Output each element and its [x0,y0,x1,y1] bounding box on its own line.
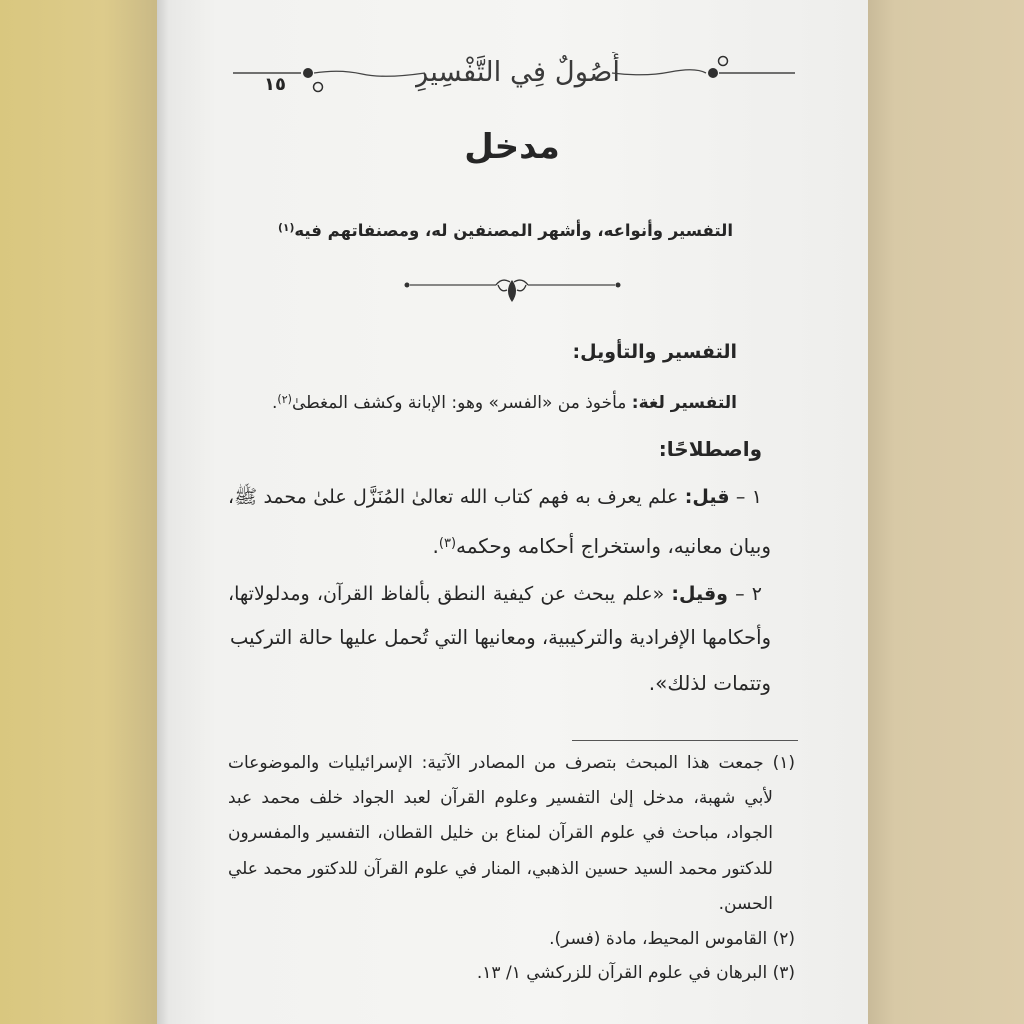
table-surface-right [866,0,1024,1024]
table-surface-left [0,0,160,1024]
footnote-1-line-2: لأبي شهبة، مدخل إلىٰ التفسير وعلوم القرآن لعبد الجواد خلف محمد عبد [228,788,773,808]
divider-end-right [616,283,621,288]
footnote-1-line-5: الحسن. [718,894,773,914]
item-2-line-1 [228,578,762,610]
header-swirl-right [612,70,706,75]
item-2-line-3: وتتمات لذلك». [648,671,771,695]
footnote-1-line-3: الجواد، مباحث في علوم القرآن لمناع بن خليل القطان، التفسير والمفسرون [228,823,773,843]
section-title-text: التفسير وأنواعه، وأشهر المصنفين له، ومصنفاتهم فيه [294,220,733,240]
item-1-text-2: وبيان معانيه، واستخراج أحكامه وحكمه [456,533,771,558]
definition-end: . [271,392,278,413]
divider-end-left [405,283,410,288]
item-2-line-2: وأحكامها الإفرادية والتركيبية، ومعانيها التي تُحمل عليها حالة التركيب [230,626,771,649]
definition-text: مأخوذ من «الفسر» وهو: الإبانة وكشف المغطىٰ [291,392,632,413]
item-1-line-2 [230,528,771,560]
header-dot-right [708,68,718,78]
divider-drop [508,280,516,302]
header-ring-left [314,83,323,92]
footnote-separator [572,740,798,741]
page-number: ١٥ [264,74,286,95]
footnote-ref-1: (١) [278,221,295,234]
divider-curl-left [496,280,510,291]
item-2-text-1: «علم يبحث عن كيفية النطق بألفاظ القرآن، ومدلولاتها، [228,583,672,605]
item-1-text-1: علم يعرف به فهم كتاب الله تعالىٰ المُنَزَّل علىٰ محمد ﷺ، [228,486,685,508]
header-swirl-left [314,71,425,76]
divider-curl-right [514,280,528,291]
chapter-title: مدخل [464,127,560,167]
item-2-label: وقيل: [671,583,728,605]
footnote-ref-3: (٣) [438,536,457,551]
footnote-3: (٣) البرهان في علوم القرآن للزركشي ١/ ١٣. [476,963,795,983]
running-header-title: أُصُولٌ فِي التَّفْسِيرِ [415,56,620,88]
technical-label: واصطلاحًا: [658,437,762,461]
section-divider [0,268,1024,304]
subheading: التفسير والتأويل: [572,341,737,363]
section-title [273,211,733,248]
footnote-ref-2: (٢) [277,393,292,406]
item-2-number: ٢ – [727,583,762,605]
item-1-label: قيل: [684,486,730,508]
item-1-end: . [432,533,439,558]
item-1-number: ١ – [729,486,762,508]
footnote-2: (٢) القاموس المحيط، مادة (فسر). [549,929,795,949]
item-1-line-1 [228,481,762,513]
footnote-1-line-4: للدكتور محمد السيد حسين الذهبي، المنار في علوم القرآن للدكتور محمد علي [228,859,773,879]
definition-line [267,384,737,419]
header-dot-left [303,68,313,78]
definition-term: التفسير لغة: [631,392,737,413]
header-ring-right [719,57,728,66]
footnote-1-line-1: (١) جمعت هذا المبحث بتصرف من المصادر الآتية: الإسرائيليات والموضوعات [228,753,795,773]
